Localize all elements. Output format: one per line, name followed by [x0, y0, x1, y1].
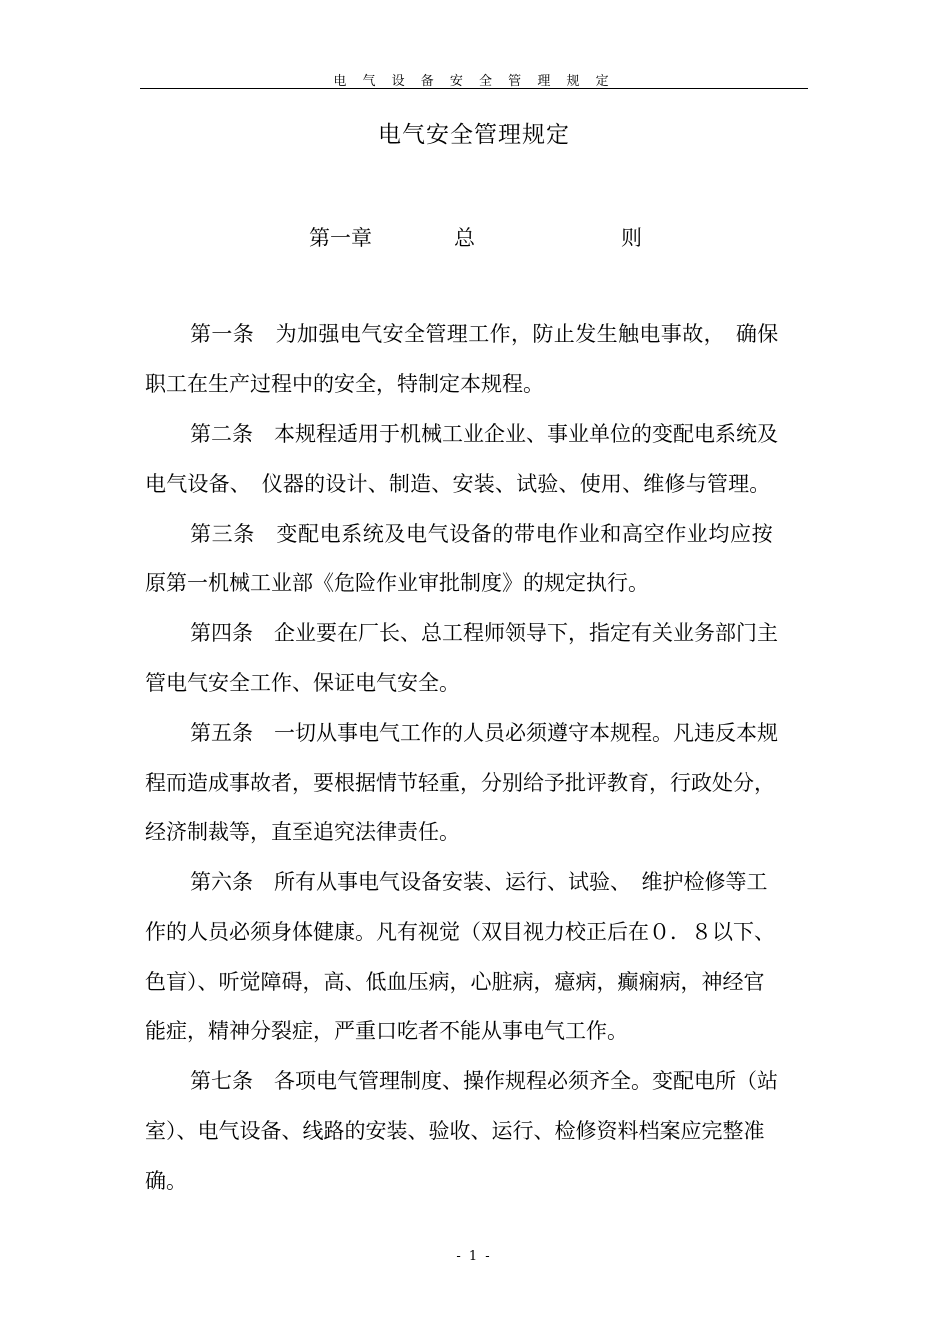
article-2-line-2: 电气设备、 仪器的设计、制造、安装、试验、使用、维修与管理。 [145, 472, 771, 496]
article-7-line-2: 室）、电气设备、线路的安装、验收、运行、检修资料档案应完整准 [145, 1119, 765, 1143]
article-6-line-1: 第六条 所有从事电气设备安装、运行、试验、 维护检修等工 [190, 870, 768, 894]
running-header: 电 气 设 备 安 全 管 理 规 定 [333, 74, 615, 89]
page-number: - 1 - [456, 1249, 492, 1264]
article-5-line-3: 经济制裁等，直至追究法律责任。 [145, 820, 460, 844]
chapter-number: 第一章 [309, 226, 372, 250]
article-5-line-2: 程而造成事故者，要根据情节轻重，分别给予批评教育，行政处分， [145, 771, 775, 795]
header-rule [140, 88, 808, 89]
article-6-line-2: 作的人员必须身体健康。凡有视觉（双目视力校正后在０．８以下、 [145, 920, 775, 944]
chapter-name-part-1: 总 [454, 226, 475, 250]
article-7-line-3: 确。 [145, 1169, 187, 1193]
article-4-line-2: 管电气安全工作、保证电气安全。 [145, 671, 460, 695]
article-3-line-2: 原第一机械工业部《危险作业审批制度》的规定执行。 [145, 571, 649, 595]
article-7-line-1: 第七条 各项电气管理制度、操作规程必须齐全。变配电所（站 [190, 1069, 778, 1093]
article-1-line-1: 第一条 为加强电气安全管理工作，防止发生触电事故， 确保 [190, 322, 779, 346]
chapter-name-part-2: 则 [621, 226, 642, 250]
article-2-line-1: 第二条 本规程适用于机械工业企业、事业单位的变配电系统及 [190, 422, 778, 446]
article-1-line-2: 职工在生产过程中的安全，特制定本规程。 [145, 372, 544, 396]
article-6-line-3: 色盲）、听觉障碍，高、低血压病，心脏病，癔病，癫痫病，神经官 [145, 970, 765, 994]
document-title: 电气安全管理规定 [378, 122, 570, 148]
article-4-line-1: 第四条 企业要在厂长、总工程师领导下，指定有关业务部门主 [190, 621, 778, 645]
article-5-line-1: 第五条 一切从事电气工作的人员必须遵守本规程。凡违反本规 [190, 721, 778, 745]
article-6-line-4: 能症，精神分裂症，严重口吃者不能从事电气工作。 [145, 1019, 628, 1043]
article-3-line-1: 第三条 变配电系统及电气设备的带电作业和高空作业均应按 [190, 522, 774, 546]
